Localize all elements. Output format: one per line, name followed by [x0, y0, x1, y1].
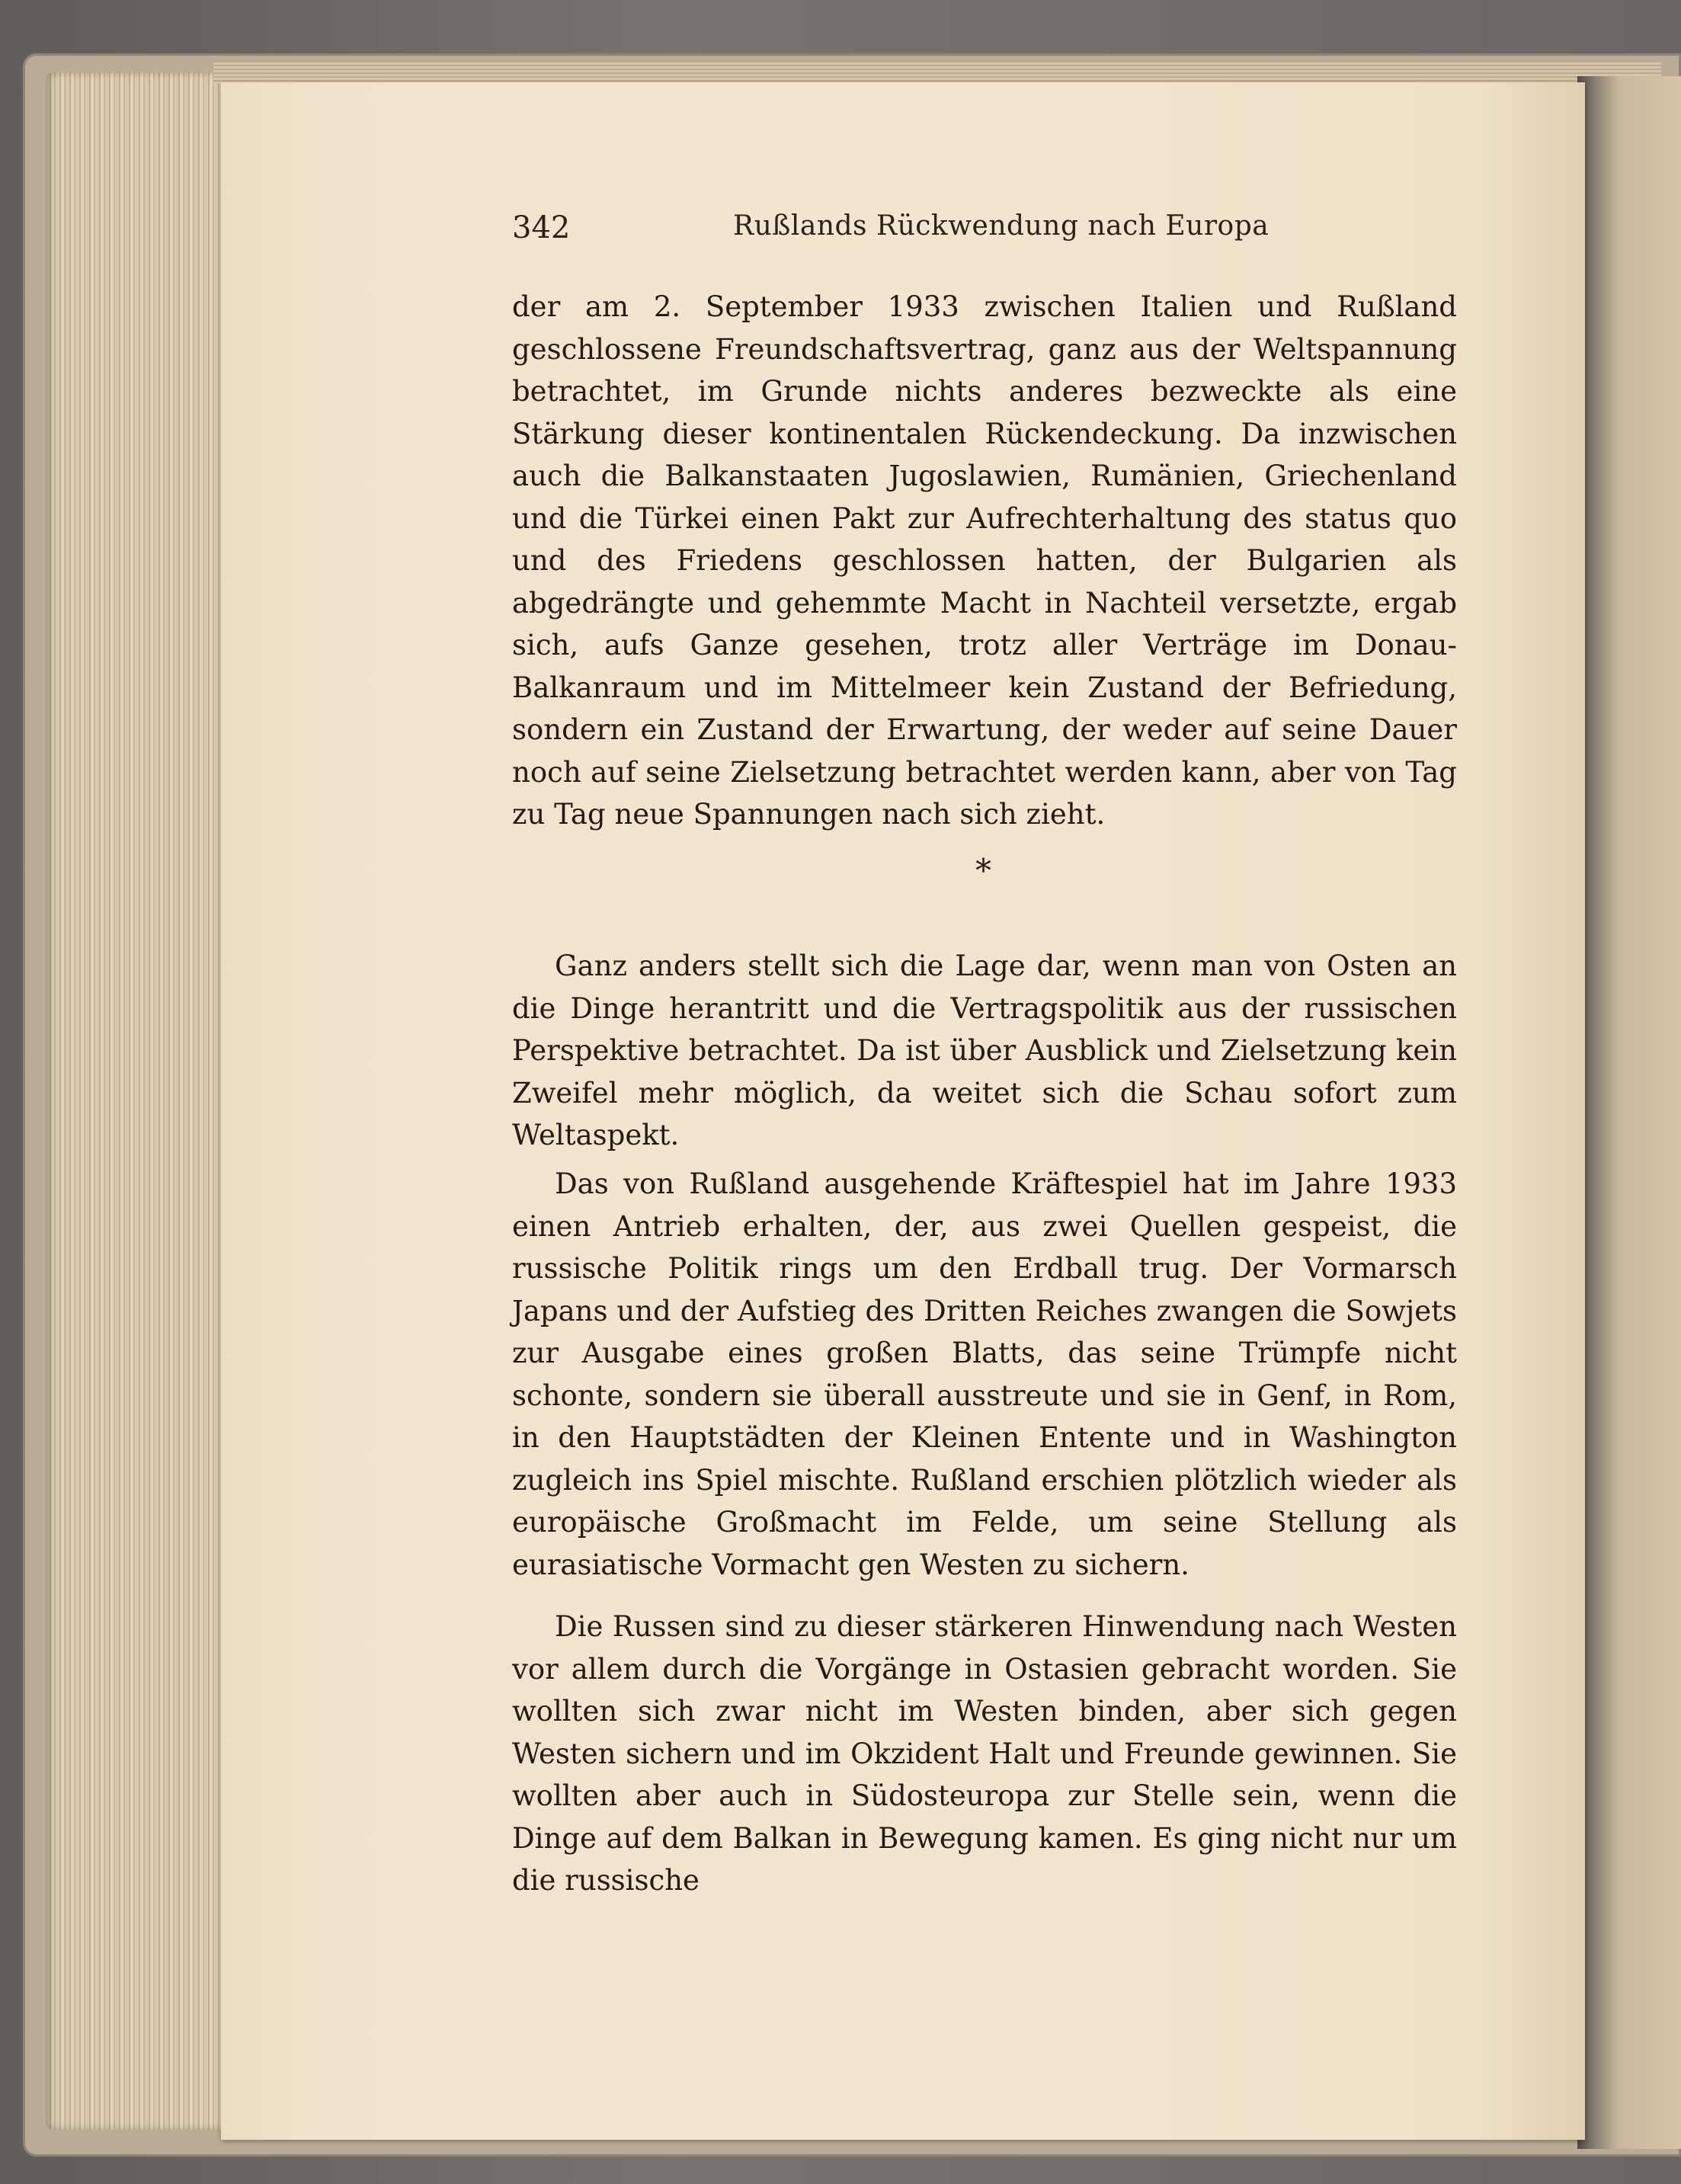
paragraph-2 — [512, 945, 1457, 1157]
paragraph-4 — [512, 1606, 1457, 1902]
book-gutter — [1577, 76, 1681, 2149]
paragraph-text: der am 2. September 1933 zwischen Italien und Rußland geschlossene Freundschaftsvertrag, ganz aus der Weltspannung betrachtet, im Grunde nichts anderes bezweckte als eine Stärkung dieser kontinentalen Rückendeckung. Da inzwischen auch die Balkanstaaten Jugoslawien, Rumänien, Griechenland und die Türkei einen Pakt zur Aufrechterhaltung des status quo und des Friedens geschlossen hatten, der Bulgarien als abgedrängte und gehemmte Macht in Nachteil versetzte, ergab sich, aufs Ganze gesehen, trotz aller Verträge im Donau-Balkanraum und im Mittelmeer kein Zustand der Befriedung, sondern ein Zustand der Erwartung, der weder auf seine Dauer noch auf seine Zielsetzung betrachtet werden kann, aber von Tag zu Tag neue Spannungen nach sich zieht. — [512, 290, 1457, 831]
paragraph-3 — [512, 1163, 1457, 1586]
page-header — [512, 207, 1472, 253]
running-head: Rußlands Rückwendung nach Europa — [733, 210, 1270, 242]
paragraph-text: Die Russen sind zu dieser stärkeren Hinwendung nach Westen vor allem durch die Vorgänge in Ostasien gebracht worden. Sie wollten sich zwar nicht im Westen binden, aber sich gegen Westen sichern und im Okzident Halt und Freunde gewinnen. Sie wollten aber auch in Südosteuropa zur Stelle sein, wenn die Dinge auf dem Balkan in Bewegung kamen. Es ging nicht nur um die russische — [512, 1610, 1457, 1897]
paragraph-text: Ganz anders stellt sich die Lage dar, wenn man von Osten an die Dinge herantritt und die Vertragspolitik aus der russischen Perspektive betrachtet. Da ist über Ausblick und Zielsetzung kein Zweifel mehr möglich, da weitet sich die Schau sofort zum Weltaspekt. — [512, 949, 1457, 1151]
top-page-edge — [213, 62, 1661, 84]
paragraph-text: Das von Rußland ausgehende Kräftespiel hat im Jahre 1933 einen Antrieb erhalten, der, aus zwei Quellen gespeist, die russische Politik rings um den Erdball trug. Der Vormarsch Japans und der Aufstieg des Dritten Reiches zwangen die Sowjets zur Ausgabe eines großen Blatts, das seine Trümpfe nicht schonte, sondern sie überall ausstreute und sie in Genf, in Rom, in den Hauptstädten der Kleinen Entente und in Washington zugleich ins Spiel mischte. Rußland erschien plötzlich wieder als europäische Großmacht im Felde, um seine Stellung als eurasiatische Vormacht gen Westen zu sichern. — [512, 1167, 1457, 1581]
page-edges — [46, 72, 229, 2130]
section-divider: * — [975, 852, 991, 889]
page-number: 342 — [512, 210, 571, 245]
paragraph-1 — [512, 286, 1457, 836]
